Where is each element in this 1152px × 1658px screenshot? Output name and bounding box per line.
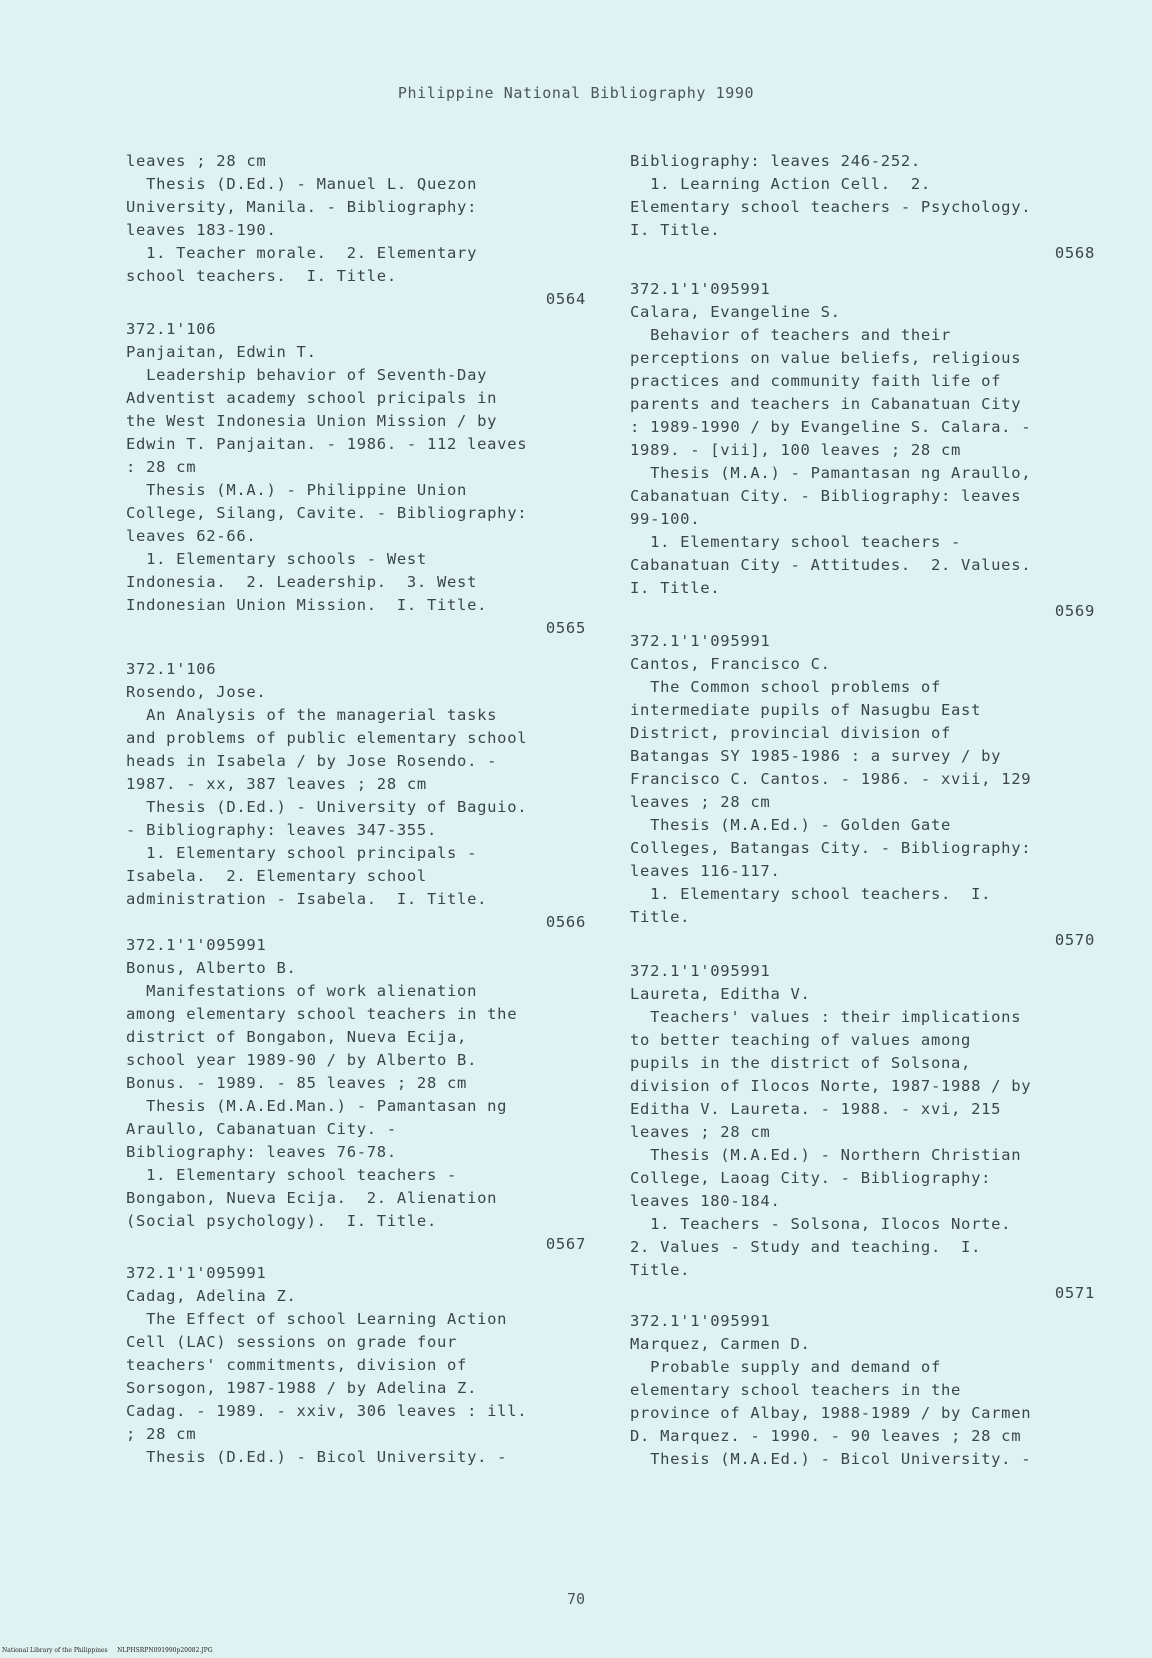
bibliography-entry — [126, 658, 586, 934]
entry-line: Thesis (M.A.) - Pamantasan ng Araullo, — [630, 464, 1032, 482]
entry-line: 1989. - [vii], 100 leaves ; 28 cm — [630, 441, 962, 459]
entry-line: Leadership behavior of Seventh-Day — [126, 366, 488, 384]
entry-number: 0571 — [1054, 1284, 1095, 1302]
entry-line: 372.1'1'095991 — [630, 962, 771, 980]
entry-line: Indonesian Union Mission. I. Title. — [126, 596, 488, 614]
entry-line: the West Indonesia Union Mission / by — [126, 412, 498, 430]
scan-footer: National Library of the Philippines NLPHSRPN091990p20082.JPG — [2, 1647, 213, 1654]
bibliography-entry — [630, 960, 1095, 1305]
entry-line: and problems of public elementary school — [126, 729, 528, 747]
entry-line: D. Marquez. - 1990. - 90 leaves ; 28 cm — [630, 1427, 1022, 1445]
entry-line: Calara, Evangeline S. — [630, 303, 841, 321]
entry-line: College, Laoag City. - Bibliography: — [630, 1169, 992, 1187]
entry-line: 1. Teacher morale. 2. Elementary — [126, 244, 478, 262]
entry-line: 372.1'106 — [126, 660, 217, 678]
entry-line: Cabanatuan City - Attitudes. 2. Values. — [630, 556, 1032, 574]
entry-line: Thesis (M.A.Ed.) - Northern Christian — [630, 1146, 1022, 1164]
entry-line: 1. Elementary school principals - — [126, 844, 478, 862]
bibliography-entry — [630, 1310, 1095, 1471]
entry-line: 1. Elementary schools - West — [126, 550, 427, 568]
entry-line: The Common school problems of — [630, 678, 941, 696]
bibliography-entry — [126, 934, 586, 1256]
entry-line: to better teaching of values among — [630, 1031, 972, 1049]
entry-line: 372.1'1'095991 — [630, 1312, 771, 1330]
bibliography-entry — [126, 318, 586, 640]
entry-line: 1. Teachers - Solsona, Ilocos Norte. — [630, 1215, 1012, 1233]
entry-line: Title. — [630, 1261, 691, 1279]
entry-line: 1. Elementary school teachers - — [126, 1166, 458, 1184]
entry-line: school year 1989-90 / by Alberto B. — [126, 1051, 478, 1069]
entry-line: 1. Learning Action Cell. 2. — [630, 175, 931, 193]
entry-line: 1. Elementary school teachers. I. — [630, 885, 992, 903]
entry-line: Rosendo, Jose. — [126, 683, 267, 701]
entry-line: Thesis (M.A.Ed.) - Bicol University. - — [630, 1450, 1032, 1468]
entry-line: Thesis (D.Ed.) - Bicol University. - — [126, 1448, 508, 1466]
entry-line: Title. — [630, 908, 691, 926]
entry-line: 2. Values - Study and teaching. I. — [630, 1238, 982, 1256]
entry-line: Thesis (D.Ed.) - University of Baguio. — [126, 798, 528, 816]
entry-line: I. Title. — [630, 221, 721, 239]
entry-line: Adventist academy school pricipals in — [126, 389, 498, 407]
bibliography-entry — [630, 150, 1095, 265]
entry-line: heads in Isabela / by Jose Rosendo. - — [126, 752, 498, 770]
page-number: 70 — [566, 1590, 586, 1608]
entry-line: Sorsogon, 1987-1988 / by Adelina Z. — [126, 1379, 478, 1397]
entry-line: Probable supply and demand of — [630, 1358, 941, 1376]
entry-line: intermediate pupils of Nasugbu East — [630, 701, 982, 719]
entry-line: District, provincial division of — [630, 724, 952, 742]
entry-line: Colleges, Batangas City. - Bibliography: — [630, 839, 1032, 857]
entry-line: leaves ; 28 cm — [126, 152, 267, 170]
entry-number: 0565 — [545, 619, 586, 637]
entry-line: College, Silang, Cavite. - Bibliography: — [126, 504, 528, 522]
entry-line: Thesis (M.A.Ed.Man.) - Pamantasan ng — [126, 1097, 508, 1115]
entry-line: Cadag. - 1989. - xxiv, 306 leaves : ill. — [126, 1402, 528, 1420]
entry-line: 372.1'106 — [126, 320, 217, 338]
entry-line: leaves 183-190. — [126, 221, 277, 239]
entry-line: division of Ilocos Norte, 1987-1988 / by — [630, 1077, 1032, 1095]
entry-line: leaves 116-117. — [630, 862, 781, 880]
entry-line: province of Albay, 1988-1989 / by Carmen — [630, 1404, 1032, 1422]
entry-line: - Bibliography: leaves 347-355. — [126, 821, 437, 839]
entry-line: leaves ; 28 cm — [630, 1123, 771, 1141]
entry-number: 0566 — [545, 913, 586, 931]
entry-line: Batangas SY 1985-1986 : a survey / by — [630, 747, 1002, 765]
entry-line: school teachers. I. Title. — [126, 267, 397, 285]
entry-number: 0564 — [545, 290, 586, 308]
entry-line: Bibliography: leaves 246-252. — [630, 152, 921, 170]
entry-line: leaves 62-66. — [126, 527, 257, 545]
entry-line: Cabanatuan City. - Bibliography: leaves — [630, 487, 1022, 505]
entry-line: (Social psychology). I. Title. — [126, 1212, 437, 1230]
entry-line: 1. Elementary school teachers - — [630, 533, 962, 551]
entry-line: Teachers' values : their implications — [630, 1008, 1022, 1026]
entry-line: Thesis (M.A.) - Philippine Union — [126, 481, 468, 499]
bibliography-entry — [126, 150, 586, 311]
entry-line: elementary school teachers in the — [630, 1381, 962, 1399]
entry-line: 372.1'1'095991 — [630, 280, 771, 298]
entry-line: Bonus. - 1989. - 85 leaves ; 28 cm — [126, 1074, 468, 1092]
entry-line: pupils in the district of Solsona, — [630, 1054, 972, 1072]
entry-line: Thesis (M.A.Ed.) - Golden Gate — [630, 816, 952, 834]
entry-line: Editha V. Laureta. - 1988. - xvi, 215 — [630, 1100, 1002, 1118]
entry-line: University, Manila. - Bibliography: — [126, 198, 478, 216]
entry-line: Thesis (D.Ed.) - Manuel L. Quezon — [126, 175, 478, 193]
entry-line: I. Title. — [630, 579, 721, 597]
entry-line: ; 28 cm — [126, 1425, 197, 1443]
entry-line: Panjaitan, Edwin T. — [126, 343, 317, 361]
bibliography-entry — [630, 630, 1095, 952]
entry-line: Laureta, Editha V. — [630, 985, 811, 1003]
page-header: Philippine National Bibliography 1990 — [397, 84, 755, 102]
entry-line: administration - Isabela. I. Title. — [126, 890, 488, 908]
entry-line: Edwin T. Panjaitan. - 1986. - 112 leaves — [126, 435, 528, 453]
entry-line: Cantos, Francisco C. — [630, 655, 831, 673]
entry-line: Elementary school teachers - Psychology. — [630, 198, 1032, 216]
entry-number: 0569 — [1054, 602, 1095, 620]
entry-line: The Effect of school Learning Action — [126, 1310, 508, 1328]
entry-line: : 1989-1990 / by Evangeline S. Calara. - — [630, 418, 1032, 436]
entry-line: 372.1'1'095991 — [126, 936, 267, 954]
entry-line: among elementary school teachers in the — [126, 1005, 518, 1023]
entry-line: 372.1'1'095991 — [630, 632, 771, 650]
entry-line: An Analysis of the managerial tasks — [126, 706, 498, 724]
entry-line: Francisco C. Cantos. - 1986. - xvii, 129 — [630, 770, 1032, 788]
bibliography-entry — [630, 278, 1095, 623]
entry-line: Bongabon, Nueva Ecija. 2. Alienation — [126, 1189, 498, 1207]
entry-line: 1987. - xx, 387 leaves ; 28 cm — [126, 775, 427, 793]
entry-line: practices and community faith life of — [630, 372, 1002, 390]
entry-number: 0568 — [1054, 244, 1095, 262]
entry-line: : 28 cm — [126, 458, 197, 476]
entry-line: Araullo, Cabanatuan City. - — [126, 1120, 397, 1138]
entry-line: 99-100. — [630, 510, 701, 528]
entry-line: Cell (LAC) sessions on grade four — [126, 1333, 458, 1351]
entry-line: Bonus, Alberto B. — [126, 959, 297, 977]
entry-line: Behavior of teachers and their — [630, 326, 952, 344]
entry-line: 372.1'1'095991 — [126, 1264, 267, 1282]
bibliography-entry — [126, 1262, 586, 1469]
entry-line: Bibliography: leaves 76-78. — [126, 1143, 397, 1161]
entry-line: perceptions on value beliefs, religious — [630, 349, 1022, 367]
entry-line: Cadag, Adelina Z. — [126, 1287, 297, 1305]
entry-line: leaves 180-184. — [630, 1192, 781, 1210]
entry-line: district of Bongabon, Nueva Ecija, — [126, 1028, 468, 1046]
entry-line: Isabela. 2. Elementary school — [126, 867, 427, 885]
entry-number: 0570 — [1054, 931, 1095, 949]
entry-line: leaves ; 28 cm — [630, 793, 771, 811]
entry-line: Marquez, Carmen D. — [630, 1335, 811, 1353]
entry-line: Manifestations of work alienation — [126, 982, 478, 1000]
entry-number: 0567 — [545, 1235, 586, 1253]
entry-line: teachers' commitments, division of — [126, 1356, 468, 1374]
entry-line: parents and teachers in Cabanatuan City — [630, 395, 1022, 413]
entry-line: Indonesia. 2. Leadership. 3. West — [126, 573, 478, 591]
